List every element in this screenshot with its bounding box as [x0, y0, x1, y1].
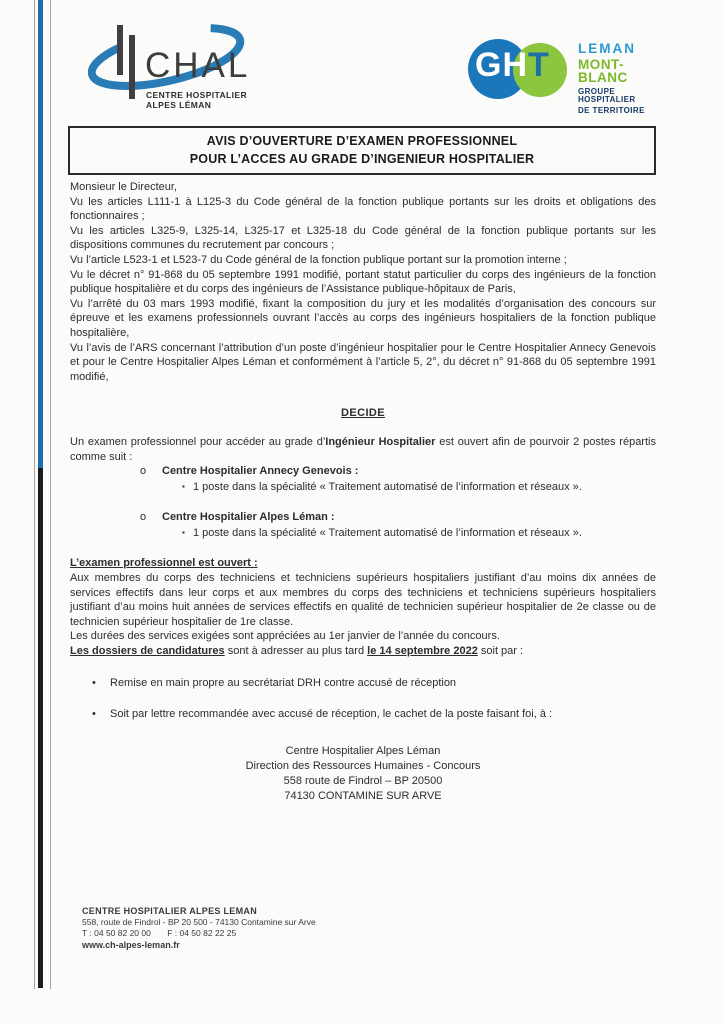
- footer-fax: F : 04 50 82 22 25: [167, 928, 237, 938]
- position-hospital: Centre Hospitalier Annecy Genevois :: [162, 465, 359, 478]
- recital: Vu les articles L111-1 à L125-3 du Code général de la fonction publique portants sur les droits et obligations des fonctionnaires ;: [70, 195, 656, 223]
- address-line: 74130 CONTAMINE SUR ARVE: [284, 789, 442, 802]
- chal-acronym: CHAL: [145, 46, 251, 85]
- salutation: Monsieur le Directeur,: [70, 181, 177, 193]
- opening-prefix: Un examen professionnel pour accéder au grade d’: [70, 435, 326, 448]
- recital: Vu l’avis de l’ARS concernant l’attribution d’un poste d’ingénieur hospitalier pour le Centre Hospitalier Annecy Genevois et pour le Centre Hospitalier Alpes Léman et conformément à l’article 5, 2°, du décret n° 91-868 du 05 septembre 1991 modifié,: [70, 341, 656, 383]
- application-option-text: Soit par lettre recommandée avec accusé de réception, le cachet de la poste faisant foi, à :: [110, 708, 553, 721]
- notice-title-line1: AVIS D’OUVERTURE D’EXAMEN PROFESSIONNEL: [206, 134, 518, 148]
- application-option-text: Remise en main propre au secrétariat DRH contre accusé de réception: [110, 676, 457, 689]
- address-line: Centre Hospitalier Alpes Léman: [285, 744, 441, 757]
- chal-name-line2: ALPES LÉMAN: [146, 100, 212, 110]
- ght-de-territoire: DE TERRITOIRE: [578, 105, 645, 115]
- ght-mont-blanc: MONT-BLANC: [578, 56, 628, 85]
- ght-leman: LEMAN: [578, 41, 636, 56]
- position-detail: 1 poste dans la spécialité « Traitement automatisé de l’information et réseaux ».: [193, 526, 582, 539]
- eligibility-note: Les durées des services exigées sont appréciées au 1er janvier de l’année du concours.: [70, 630, 500, 643]
- circle-bullet-icon: o: [140, 465, 147, 478]
- position-detail-row: [70, 480, 656, 495]
- applications-suffix: soit par :: [477, 645, 524, 658]
- footer-phone: T : 04 50 82 20 00: [82, 928, 151, 938]
- document-body: [70, 180, 656, 804]
- notice-title-line2: POUR L’ACCES AU GRADE D’INGENIEUR HOSPITALIER: [189, 152, 535, 166]
- recital: Vu le décret n° 91-868 du 05 septembre 1991 modifié, portant statut particulier du corps des ingénieurs de la fonction publique hospitalière et du corps des ingénieurs de l’Assistance publique-hôpitaux de Paris,: [70, 268, 656, 296]
- address-line: 558 route de Findrol – BP 20500: [283, 774, 443, 787]
- left-fold-line-2: [50, 0, 51, 989]
- applications-heading-bold: Les dossiers de candidatures: [70, 645, 225, 658]
- square-bullet-icon: ▪: [182, 481, 185, 491]
- opening-grade-bold: Ingénieur Hospitalier: [325, 435, 436, 448]
- position-detail-row: [70, 526, 656, 541]
- footer-address: 558, route de Findrol - BP 20 500 - 74130 Contamine sur Arve: [82, 917, 316, 927]
- disc-bullet-icon: •: [92, 676, 96, 689]
- footer-website: www.ch-alpes-leman.fr: [82, 940, 180, 950]
- applications-paragraph: [70, 644, 656, 659]
- application-option: [70, 707, 656, 722]
- left-edge-bar-black: [38, 468, 43, 988]
- address-line: Direction des Ressources Humaines - Concours: [245, 759, 481, 772]
- ght-wordmark: [578, 42, 666, 115]
- recital: Vu l’article L523-1 et L523-7 du Code général de la fonction publique portant sur la promotion interne ;: [70, 253, 567, 266]
- left-edge-bar-blue: [38, 0, 43, 468]
- ght-acronym: [475, 48, 550, 82]
- decide-heading: DECIDE: [341, 407, 385, 420]
- eligibility-body: Aux membres du corps des techniciens et techniciens supérieurs hospitaliers justifiant d’au moins dix années de services effectifs dans leur corps et aux membres du corps des techniciens et techniciens supérieurs hospitaliers justifiant d’au moins huit années de services effectifs en qualité de technicien supérieur hospitalier de 2e classe ou de technicien supérieur hospitalier de 1re classe.: [70, 572, 656, 628]
- disc-bullet-icon: •: [92, 708, 96, 721]
- chal-name: [146, 90, 247, 110]
- position-item: [70, 510, 656, 540]
- opening-suffix: est ouvert afin de pourvoir 2 postes répartis comme suit :: [70, 435, 656, 463]
- letterhead-footer: [82, 906, 316, 951]
- position-item: [70, 464, 656, 494]
- left-fold-line: [34, 0, 35, 989]
- position-hospital-row: [70, 510, 656, 525]
- position-detail: 1 poste dans la spécialité « Traitement automatisé de l’information et réseaux ».: [193, 480, 582, 493]
- ght-letter-t: T: [528, 46, 550, 84]
- position-hospital: Centre Hospitalier Alpes Léman :: [162, 511, 335, 524]
- footer-hospital-name: CENTRE HOSPITALIER ALPES LEMAN: [82, 906, 258, 916]
- chal-logo: [88, 12, 268, 114]
- ght-logo: [466, 36, 666, 115]
- notice-title-box: [68, 126, 656, 175]
- recital: Vu l’arrêté du 03 mars 1993 modifié, fixant la composition du jury et les modalités d’organisation des concours sur épreuve et les examens professionnels ouvrant l’accès au corps des ingénieurs hospitaliers de la fonction publique hospitalière,: [70, 297, 656, 339]
- ght-groupe-hospitalier: GROUPE HOSPITALIER: [578, 86, 636, 104]
- circle-bullet-icon: o: [140, 511, 147, 524]
- mailing-address-block: [70, 744, 656, 804]
- applications-middle: sont à adresser au plus tard: [224, 645, 368, 658]
- ght-letter-g: G: [475, 46, 503, 84]
- footer-phones: [82, 928, 316, 939]
- opening-paragraph: [70, 435, 656, 464]
- position-hospital-row: [70, 464, 656, 479]
- application-option: [70, 676, 656, 691]
- eligibility-heading: L’examen professionnel est ouvert :: [70, 557, 258, 570]
- chal-name-line1: CENTRE HOSPITALIER: [146, 90, 248, 100]
- applications-deadline-bold: le 14 septembre 2022: [367, 645, 478, 658]
- ght-letter-h: H: [502, 46, 529, 84]
- square-bullet-icon: ▪: [182, 527, 185, 537]
- recital: Vu les articles L325-9, L325-14, L325-17 et L325-18 du Code général de la fonction publique portants sur les dispositions communes du recrutement par concours ;: [70, 224, 656, 252]
